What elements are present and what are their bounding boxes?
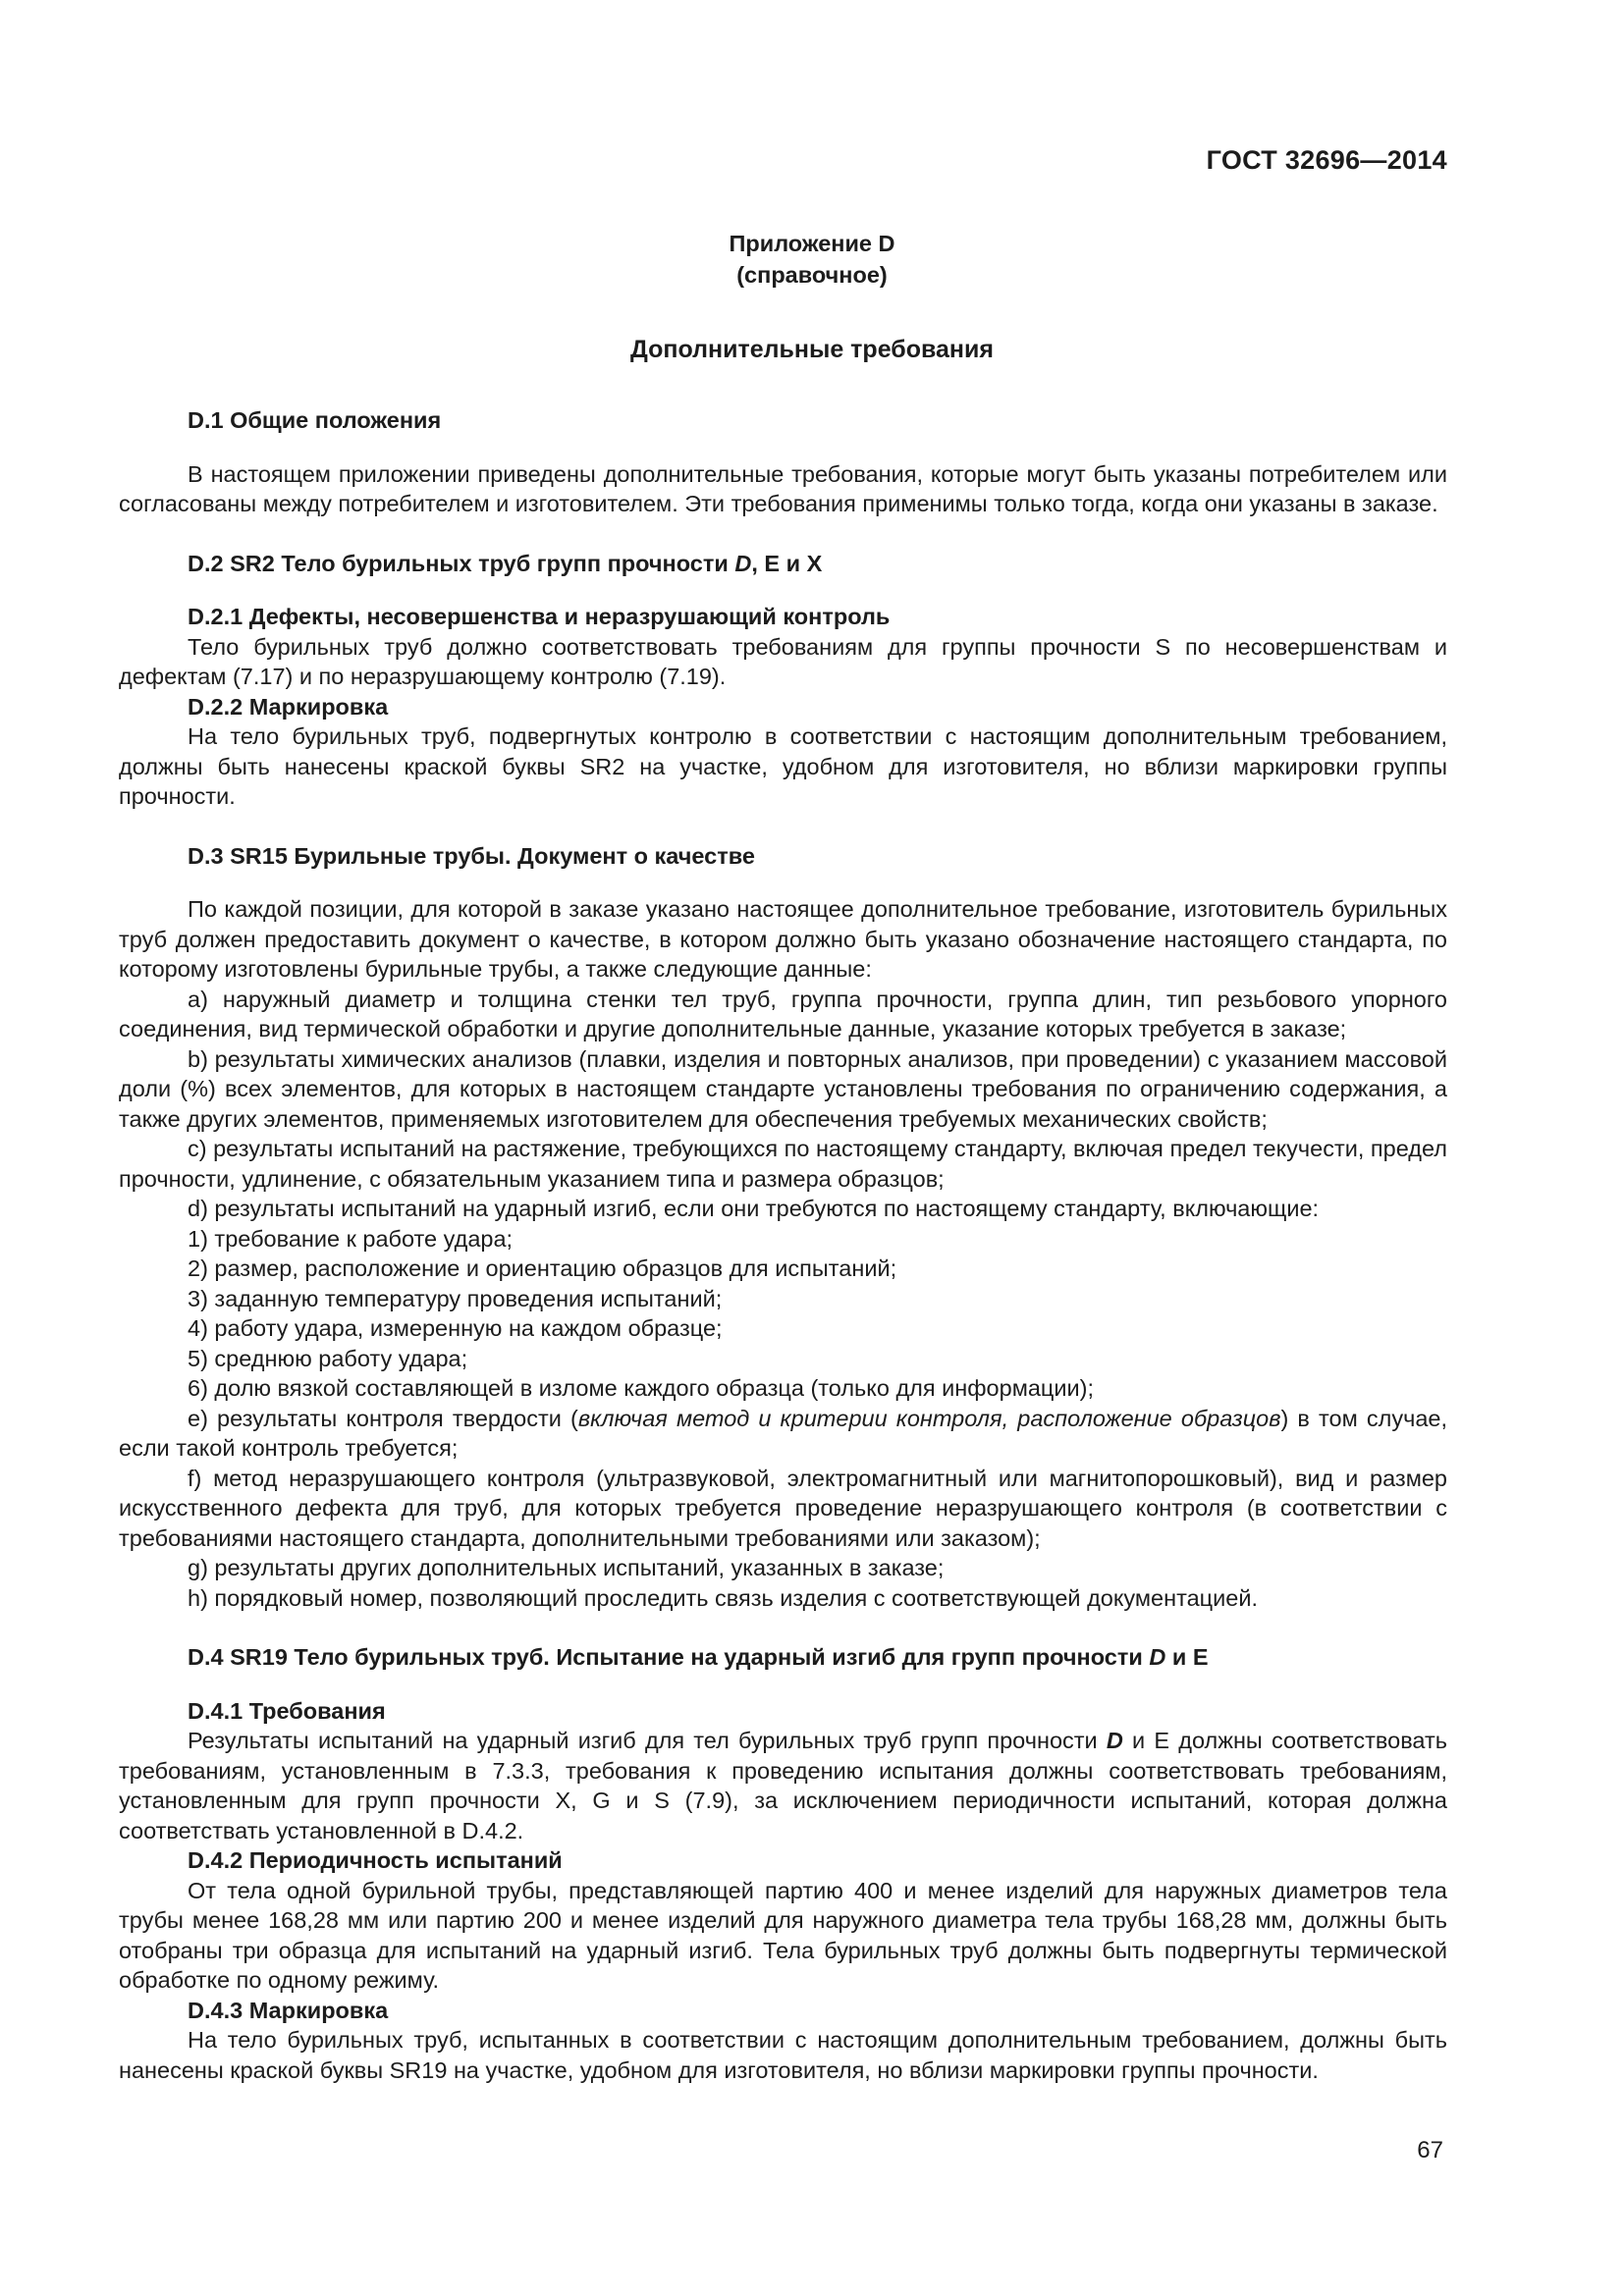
document-body <box>119 405 1447 2085</box>
section-d3-heading: D.3 SR15 Бурильные трубы. Документ о качестве <box>188 842 755 869</box>
list-item-f: f) метод неразрушающего контроля (ультразвуковой, электромагнитный или магнитопорошковый), вид и размер искусственного дефекта для труб, для которых требуется проведение неразрушающего контроля (в соответствии с требованиями настоящего стандарта, дополнительными требованиями или заказом); <box>119 1465 1447 1551</box>
section-d3-intro: По каждой позиции, для которой в заказе указано настоящее дополнительное требование, изготовитель бурильных труб должен предоставить документ о качестве, в котором должно быть указано обозначение настоящего стандарта, по которому изготовлены бурильные трубы, а также следующие данные: <box>119 896 1447 982</box>
section-d41-paragraph <box>119 1726 1447 1845</box>
list-item-g: g) результаты других дополнительных испытаний, указанных в заказе; <box>188 1555 945 1580</box>
document-code: ГОСТ 32696—2014 <box>1206 145 1447 175</box>
section-d4-heading <box>119 1642 1447 1673</box>
section-d41-grade: D <box>1106 1728 1123 1753</box>
list-item-e-tail: ) в том случае, если такой контроль требуется; <box>119 1405 1448 1461</box>
list-item-d1: 1) требование к работе удара; <box>188 1225 514 1252</box>
section-d22-paragraph: На тело бурильных труб, подвергнутых контролю в соответствии с настоящим дополнительным требованием, должны быть нанесены краской буквы SR2 на участке, удобном для изготовителя, но вблизи маркировки группы прочности. <box>119 723 1447 809</box>
annex-title: Приложение D <box>729 231 895 256</box>
annex-type: (справочное) <box>736 262 888 288</box>
list-item-e-italic: включая метод и критерии контроля, расположение образцов <box>577 1405 1281 1431</box>
section-d22-heading: D.2.2 Маркировка <box>188 693 389 720</box>
section-d4-heading-text: D.4 SR19 Тело бурильных труб. Испытание на ударный изгиб для групп прочности <box>188 1644 1150 1670</box>
section-d2-heading-tail: , E и X <box>751 550 823 576</box>
section-d42-heading: D.4.2 Периодичность испытаний <box>188 1847 563 1873</box>
list-item-h: h) порядковый номер, позволяющий проследить связь изделия с соответствующей документацией. <box>188 1584 1258 1611</box>
section-d21-paragraph: Тело бурильных труб должно соответствовать требованиям для группы прочности S по несовершенствам и дефектам (7.17) и по неразрушающему контролю (7.19). <box>119 633 1447 689</box>
list-item-c: c) результаты испытаний на растяжение, требующихся по настоящему стандарту, включая предел текучести, предел прочности, удлинение, с обязательным указанием типа и размера образцов; <box>119 1136 1447 1192</box>
section-d41-text: Результаты испытаний на ударный изгиб для тел бурильных труб групп прочности <box>188 1728 1107 1753</box>
list-item-d4: 4) работу удара, измеренную на каждом образце; <box>188 1315 723 1341</box>
annex-heading <box>0 228 1624 291</box>
list-item-d5: 5) среднюю работу удара; <box>188 1345 468 1371</box>
section-d2-heading <box>119 549 1447 579</box>
section-d2-heading-grade: D <box>734 550 752 576</box>
section-d2-heading-text: D.2 SR2 Тело бурильных труб групп прочности <box>188 550 735 576</box>
section-d21-heading: D.2.1 Дефекты, несовершенства и неразрушающий контроль <box>188 604 891 629</box>
section-d4-heading-grade: D <box>1149 1644 1166 1670</box>
list-item-e-text: e) результаты контроля твердости ( <box>188 1405 578 1431</box>
list-item-d3: 3) заданную температуру проведения испытаний; <box>188 1285 723 1311</box>
list-item-e <box>119 1404 1447 1464</box>
section-d1-heading: D.1 Общие положения <box>188 407 442 433</box>
section-d1-paragraph: В настоящем приложении приведены дополнительные требования, которые могут быть указаны потребителем или согласованы между потребителем и изготовителем. Эти требования применимы только тогда, когда они указаны в заказе. <box>119 460 1447 516</box>
section-d43-heading: D.4.3 Маркировка <box>188 1997 389 2023</box>
list-item-d6: 6) долю вязкой составляющей в изломе каждого образца (только для информации); <box>188 1375 1094 1401</box>
section-d43-paragraph: На тело бурильных труб, испытанных в соответствии с настоящим дополнительным требованием, должны быть нанесены краской буквы SR19 на участке, удобном для изготовителя, но вблизи маркировки группы прочности. <box>119 2027 1447 2083</box>
list-item-d2: 2) размер, расположение и ориентацию образцов для испытаний; <box>188 1255 897 1281</box>
section-d41-tail: и E должны соответствовать требованиям, установленным в 7.3.3, требования к проведению испытания должны соответствовать требованиям, установленным для групп прочности X, G и S (7.9), за исключением периодичности испытаний, которая должна соответствать установленной в D.4.2. <box>119 1728 1447 1843</box>
list-item-a: a) наружный диаметр и толщина стенки тел труб, группа прочности, группа длин, тип резьбового упорного соединения, вид термической обработки и другие дополнительные данные, указание которых требуется в заказе; <box>119 986 1447 1041</box>
list-item-d: d) результаты испытаний на ударный изгиб, если они требуются по настоящему стандарту, включающие: <box>188 1196 1320 1221</box>
section-d41-heading: D.4.1 Требования <box>188 1697 386 1724</box>
page-number: 67 <box>1417 2137 1443 2163</box>
section-d42-paragraph: От тела одной бурильной трубы, представляющей партию 400 и менее изделий для наружных диаметров тела трубы менее 168,28 мм или партию 200 и менее изделий для наружного диаметра тела трубы 168,28 мм, должны быть отобраны три образца для испытаний на ударный изгиб. Тела бурильных труб должны быть подвергнуты термической обработке по одному режиму. <box>119 1877 1447 1993</box>
section-d4-heading-tail: и E <box>1165 1644 1209 1670</box>
annex-name: Дополнительные требования <box>630 336 994 363</box>
list-item-b: b) результаты химических анализов (плавки, изделия и повторных анализов, при проведении) с указанием массовой доли (%) всех элементов, для которых в настоящем стандарте установлены требования по ограничению содержания, а также других элементов, применяемых изготовителем для обеспечения требуемых механических свойств; <box>119 1045 1447 1132</box>
